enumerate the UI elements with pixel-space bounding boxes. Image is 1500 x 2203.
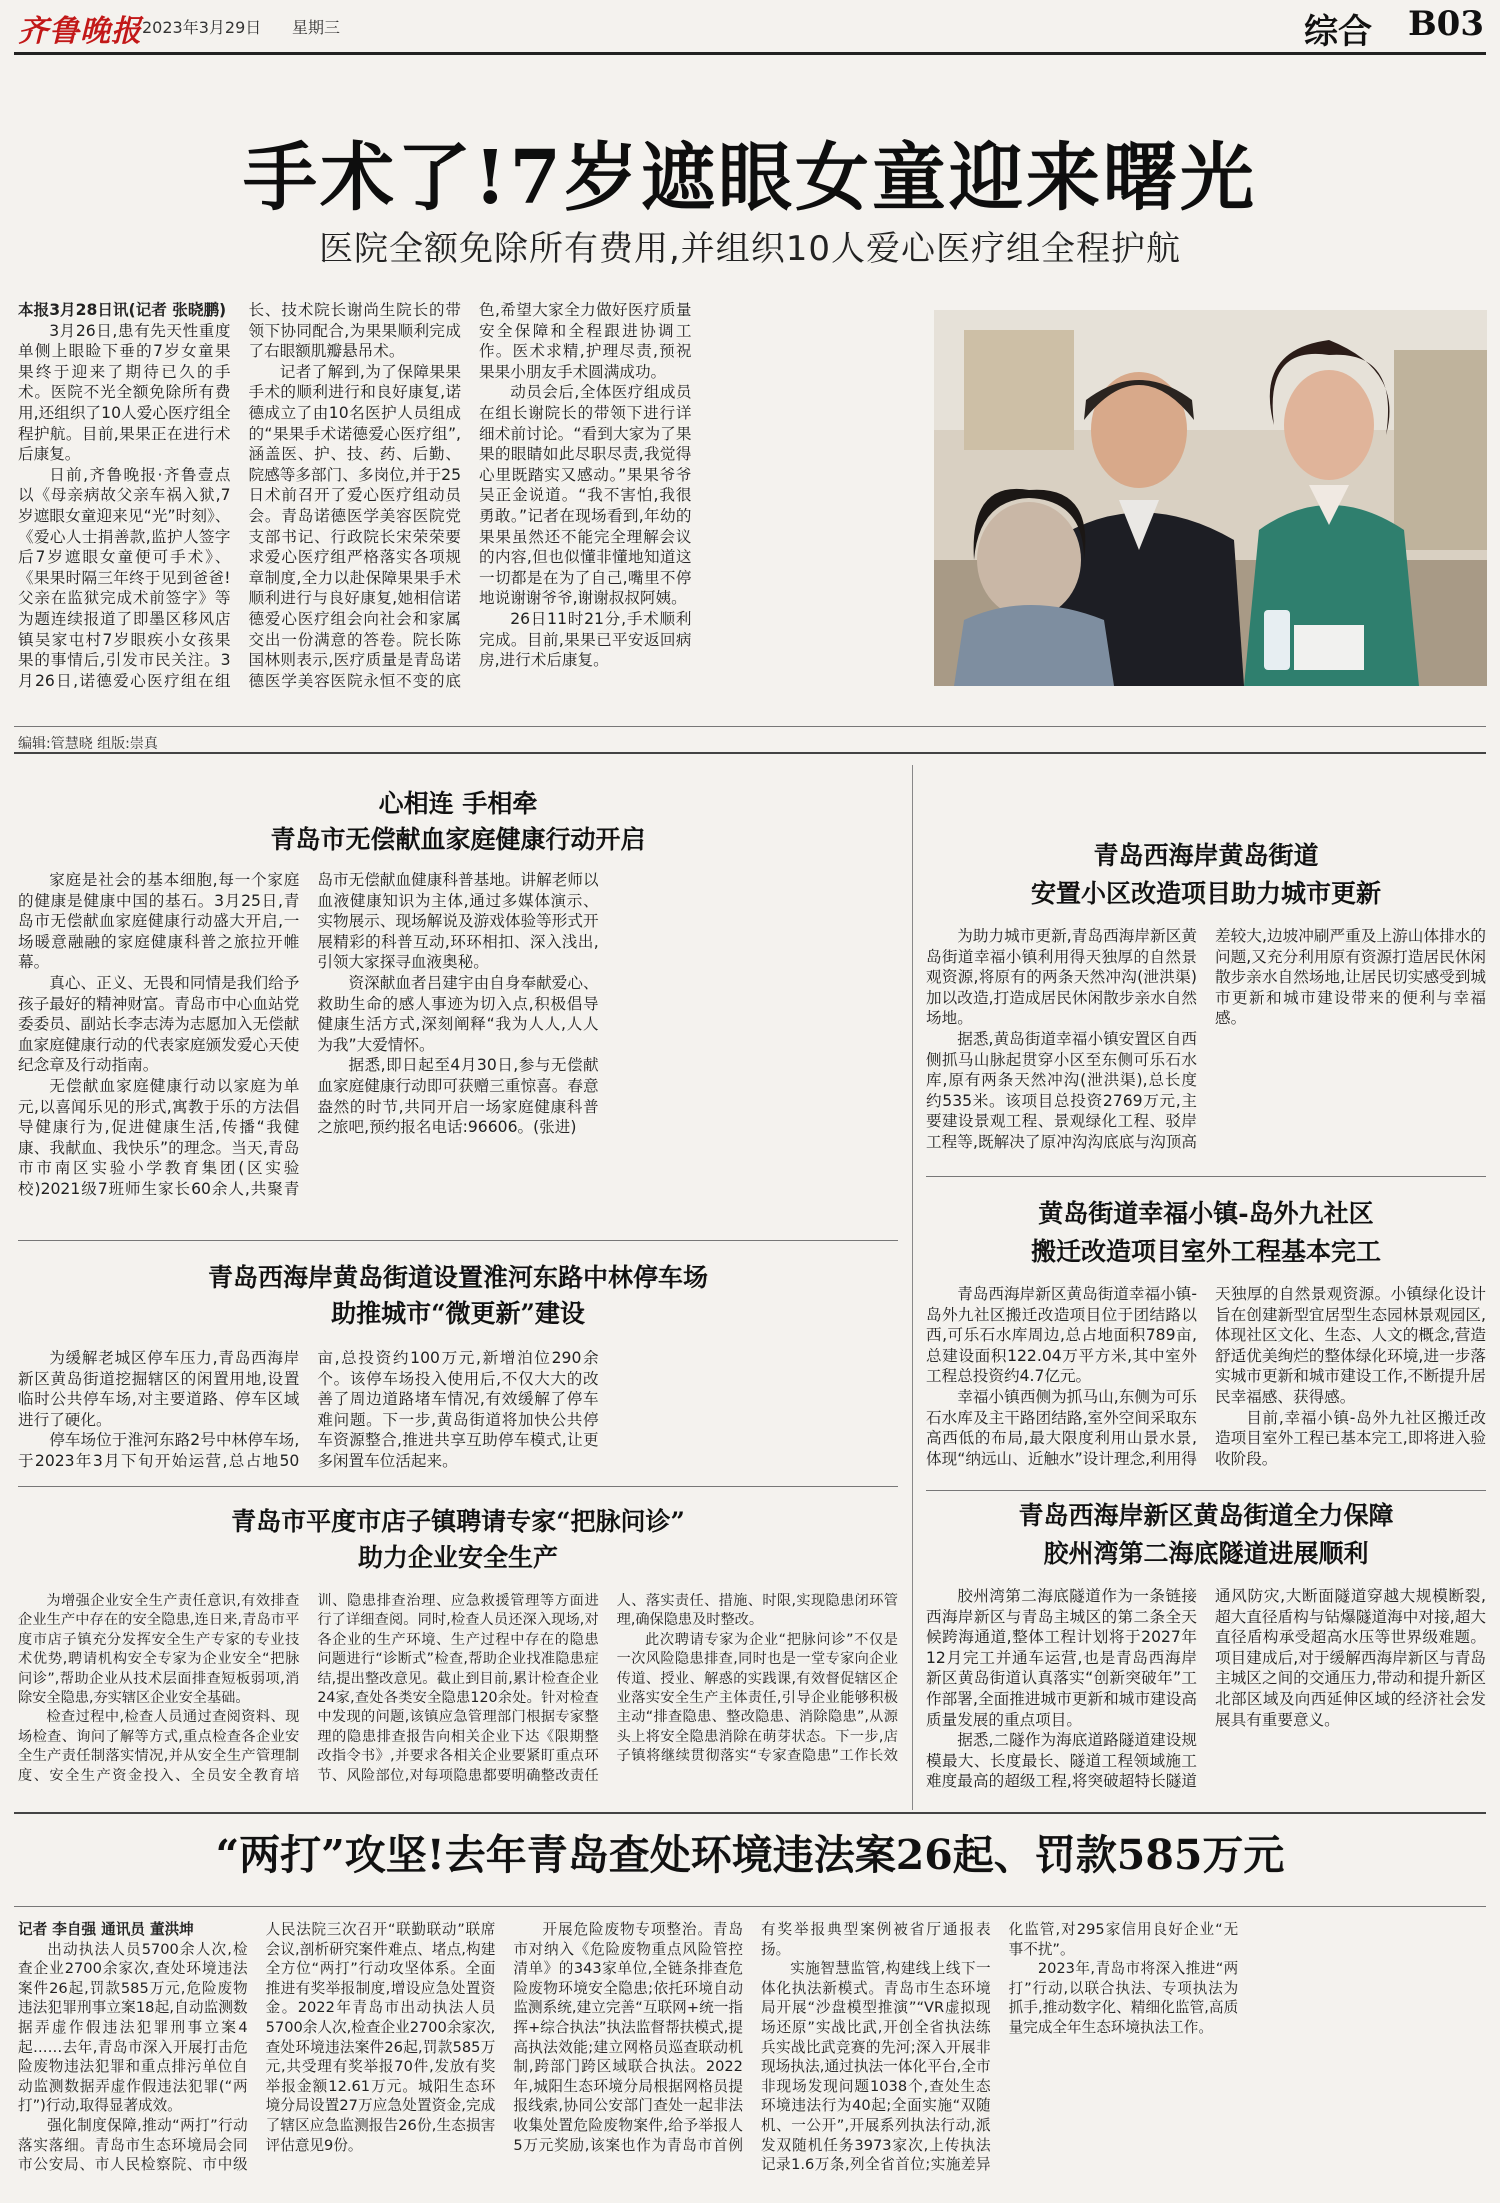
section-divider	[14, 726, 1486, 727]
safety-body	[18, 1592, 898, 1802]
lead-body	[18, 300, 922, 708]
lead-paragraph: 26日11时21分,手术顺利完成。目前,果果已平安返回病房,进行术后康复。	[479, 609, 692, 670]
issue-weekday: 星期三	[292, 18, 341, 37]
column-divider	[912, 765, 913, 1810]
env-body	[18, 1920, 1486, 2190]
article-paragraph: 真心、正义、无畏和同情是我们给予孩子最好的精神财富。青岛市中心血站党委委员、副站长李志涛为志愿加入无偿献血家庭健康行动的代表家庭颁发爱心天使纪念章及行动指南。	[18, 973, 300, 1075]
renewal-subtitle: 安置小区改造项目助力城市更新	[1030, 879, 1381, 908]
article-divider	[926, 1490, 1486, 1491]
lead-byline: 本报3月28日讯(记者 张晓鹏)	[18, 301, 227, 319]
parking-title: 青岛西海岸黄岛街道设置淮河东路中林停车场	[207, 1263, 708, 1292]
article-paragraph: 为增强企业安全生产责任意识,有效排查企业生产中存在的安全隐患,连日来,青岛市平度市店子镇充分发挥安全生产专家的专业技术优势,聘请机构安全专家为企业安全“把脉问诊”,帮助企业从技术层面排查短板弱项,消除安全隐患,夯实辖区企业安全基础。	[18, 1593, 300, 1707]
news-photo	[934, 310, 1487, 686]
article-divider	[18, 1486, 898, 1487]
article-paragraph: 据悉,黄岛街道幸福小镇安置区自西侧抓马山脉起贯穿小区至东侧可乐石水库,原有两条天然冲沟(泄洪渠),总长度约535米。该项目总投资2769万元,主要建设景观工程、景观绿化工程、驳岸工程等,既解决了原冲沟沟底底与沟顶高差较大,边坡冲刷严重及上游山体排水的问题,又充分利用原有资源打造居民休闲散步亲水自然场地,让居民切实感受到城市更新和城市建设带来的便利与幸福感。	[926, 927, 1486, 1151]
article-paragraph: 2023年,青岛市将深入推进“两打”行动,以联合执法、专项执法为抓手,推动数字化、精细化监管,高质量完成全年生态环境执法工作。	[1008, 1960, 1239, 2036]
lead-paragraph: 记者了解到,为了保障果果手术的顺利进行和良好康复,诺德成立了由10名医护人员组成的“果果手术诺德爱心医疗组”,涵盖医、护、技、药、后勤、院感等多部门、多岗位,并于25日术前召开了爱心医疗组动员会。青岛诺德医学美容医院党支部书记、行政院长宋荣荣要求爱心医疗组严格落实各项规章制度,全力以赴保障果果手术顺利进行与良好康复,她相信诺德爱心医疗组会向社会和家属交出一份满意的答卷。院长陈国林则表示,医疗质量是青岛诺德医学美容医院永恒不变的底色,希望大家全力做好医疗质量安全保障和全程跟进协调工作。医术求精,护理尽责,预祝果果小朋友手术圆满成功。	[248, 301, 692, 690]
tunnel-body	[926, 1586, 1486, 1806]
masthead-rule	[14, 52, 1486, 55]
article-paragraph: 强化制度保障,推动“两打”行动落实落细。青岛市生态环境局会同市公安局、市人民检察院、市中级人民法院三次召开“联勤联动”联席会议,剖析研究案件难点、堵点,构建全方位“两打”行动攻坚体系。全面推进有奖举报制度,增设应急处置资金。2022年青岛市出动执法人员5700余人次,检查企业2700余家次,查处环境违法案件26起,罚款585万元,共受理有奖举报70件,发放有奖举报金额12.61万元。城阳生态环境分局设置27万应急处置资金,完成了辖区应急监测报告26份,生态损害评估意见9份。	[18, 1921, 496, 2174]
newspaper-logo: 齐鲁晚报	[18, 14, 142, 49]
article-paragraph: 目前,幸福小镇-岛外九社区搬迁改造项目室外工程已基本完工,即将进入验收阶段。	[1215, 1408, 1486, 1468]
lead-paragraph: 日前,齐鲁晚报·齐鲁壹点以《母亲病故父亲车祸入狱,7岁遮眼女童迎来见“光”时刻》、《爱心人士捐善款,监护人签字后7岁遮眼女童便可手术》、《果果时隔三年终于见到爸爸!父亲在监狱完成术前签字》等为题连续报道了即墨区移风店镇吴家屯村7岁眼疾小女孩果果的事情后,引发市民关注。3月26日,诺德爱心医疗组在组长、技术院长谢尚生院长的带领下协同配合,为果果顺利完成了右眼额肌瓣悬吊术。	[18, 301, 461, 690]
issue-date: 2023年3月29日	[142, 18, 262, 37]
editor-credit: 编辑:管慧晓 组版:崇真	[18, 736, 158, 752]
blood-drive-subtitle: 青岛市无偿献血家庭健康行动开启	[270, 825, 646, 854]
article-paragraph: 幸福小镇西侧为抓马山,东侧为可乐石水库及主干路团结路,室外空间采取东高西低的布局,最大限度利用山景水景,体现“纳远山、近触水”设计理念,利用得天独厚的自然景观资源。小镇绿化设计旨在创建新型宜居型生态园林景观园区,体现社区文化、生态、人文的概念,营造舒适优美绚烂的整体绿化环境,进一步落实城市更新和城市建设工作,不断提升居民幸福感、获得感。	[926, 1285, 1486, 1468]
lead-paragraph: 3月26日,患有先天性重度单侧上眼睑下垂的7岁女童果果终于迎来了期待已久的手术。医院不光全额免除所有费用,还组织了10人爱心医疗组全程护航。目前,果果正在进行术后康复。	[18, 321, 231, 464]
blood-drive-body	[18, 870, 898, 1220]
article-paragraph: 开展危险废物专项整治。青岛市对纳入《危险废物重点风险管控清单》的343家单位,全链条排查危险废物环境安全隐患;依托环境自动监测系统,建立完善“互联网+统一指挥+综合执法”执法监督帮扶模式,提高执法效能;建立网格员巡查联动机制,跨部门跨区域联合执法。2022年,城阳生态环境分局根据网格员提报线索,协同公安部门查处一起非法收集处置危险废物案件,给予举报人5万元奖励,该案也作为青岛市首例有奖举报典型案例被省厅通报表扬。	[513, 1921, 991, 2154]
article-paragraph: 为缓解老城区停车压力,青岛西海岸新区黄岛街道挖掘辖区的闲置用地,设置临时公共停车场,对主要道路、停车区域进行了硬化。	[18, 1349, 300, 1429]
blood-drive-title: 心相连 手相牵	[378, 789, 538, 818]
article-paragraph: 无偿献血家庭健康行动以家庭为单元,以喜闻乐见的形式,寓教于乐的方法倡导健康行为,促进健康生活,传播“我健康、我献血、我快乐”的理念。当天,青岛市市南区实验小学教育集团(区实验校)2021级7班师生家长60余人,共聚青岛市无偿献血健康科普基地。讲解老师以血液健康知识为主体,通过多媒体演示、实物展示、现场解说及游戏体验等形式开展精彩的科普互动,环环相扣、深入浅出,引领大家探寻血液奥秘。	[18, 871, 599, 1198]
article-divider	[926, 1176, 1486, 1177]
article-divider	[18, 1240, 898, 1241]
renewal-body	[926, 926, 1486, 1166]
article-paragraph: 此次聘请专家为企业“把脉问诊”不仅是一次风险隐患排查,同时也是一堂专家向企业传道、授业、解惑的实践课,有效督促辖区企业落实安全生产主体责任,引导企业能够积极主动“排查隐患、整改隐患、消除隐患”,从源头上将安全隐患消除在萌芽状态。下一步,店子镇将继续贯彻落实“专家查隐患”工作长效	[616, 1631, 898, 1765]
article-paragraph: 检查过程中,检查人员通过查阅资料、现场检查、询问了解等方式,重点检查各企业安全生产责任制落实情况,并从安全生产管理制度、安全生产资金投入、全员安全教育培训、隐患排查治理、应急救援管理等方面进行了详细查阅。同时,检查人员还深入现场,对各企业的生产环境、生产过程中存在的隐患问题进行“诊断式”检查,帮助企业找准隐患症结,提出整改意见。截止到目前,累计检查企业24家,查处各类安全隐患120余处。针对检查中发现的问题,该镇应急管理部门根据专家整理的隐患排查报告向相关企业下达《限期整改指令书》,并要求各相关企业要紧盯重点环节、风险部位,对每项隐患都要明确整改责任人、落实责任、措施、时限,实现隐患闭环管理,确保隐患及时整改。	[18, 1593, 898, 1784]
article-paragraph: 实施智慧监管,构建线上线下一体化执法新模式。青岛市生态环境局开展“沙盘模型推演”“VR虚拟现场还原”实战比武,开创全省执法练兵实战比武竞赛的先河;深入开展非现场执法,通过执法一体化平台,全市非现场发现问题1038个,查处生态环境违法行为40起;全面实施“双随机、一公开”,开展系列执法行动,派发双随机任务3973家次,上传执法记录1.6万条,列全省首位;实施差异化监管,对295家信用良好企业“无事不扰”。	[760, 1921, 1239, 2174]
article-paragraph: 为助力城市更新,青岛西海岸新区黄岛街道幸福小镇利用得天独厚的自然景观资源,将原有的两条天然冲沟(泄洪渠)加以改造,打造成居民休闲散步亲水自然场地。	[926, 927, 1197, 1028]
article-paragraph: 青岛西海岸新区黄岛街道幸福小镇-岛外九社区搬迁改造项目位于团结路以西,可乐石水库周边,总占地面积789亩,总建设面积122.04万平方米,其中室外工程总投资约4.7亿元。	[926, 1285, 1197, 1386]
parking-subtitle: 助推城市“微更新”建设	[331, 1299, 585, 1328]
article-paragraph: 家庭是社会的基本细胞,每一个家庭的健康是健康中国的基石。3月25日,青岛市无偿献血家庭健康行动盛大开启,一场暖意融融的家庭健康科普之旅拉开帷幕。	[18, 871, 300, 972]
env-byline: 记者 李自强 通讯员 董洪坤	[18, 1921, 194, 1938]
lead-subheadline: 医院全额免除所有费用,并组织10人爱心医疗组全程护航	[318, 229, 1182, 269]
section-name: 综合	[1304, 12, 1372, 52]
article-paragraph: 停车场位于淮河东路2号中林停车场,于2023年3月下旬开始运营,总占地50亩,总投资约100万元,新增泊位290余个。该停车场投入使用后,不仅大大的改善了周边道路堵车情况,有效缓解了停车难问题。下一步,黄岛街道将加快公共停车资源整合,推进共享互助停车模式,让更多闲置车位活起来。	[18, 1349, 599, 1470]
island-body	[926, 1284, 1486, 1484]
section-divider	[14, 752, 1486, 754]
safety-title: 青岛市平度市店子镇聘请专家“把脉问诊”	[231, 1507, 685, 1536]
tunnel-subtitle: 胶州湾第二海底隧道进展顺利	[1043, 1539, 1369, 1568]
article-paragraph: 据悉,即日起至4月30日,参与无偿献血家庭健康行动即可获赠三重惊喜。春意盎然的时节,共同开启一场家庭健康科普之旅吧,预约报名电话:96606。(张进)	[317, 1056, 599, 1137]
safety-subtitle: 助力企业安全生产	[357, 1543, 558, 1572]
lead-headline: 手术了!7岁遮眼女童迎来曙光	[243, 135, 1257, 221]
lead-paragraph: 动员会后,全体医疗组成员在组长谢院长的带领下进行详细术前讨论。“看到大家为了果果的眼睛如此尽职尽责,我觉得心里既踏实又感动。”果果爷爷吴正金说道。“我不害怕,我很勇敢。”记者在现场看到,年幼的果果虽然还不能完全理解会议的内容,但也似懂非懂地知道这一切都是在为了自己,嘴里不停地说谢谢爷爷,谢谢叔叔阿姨。	[479, 383, 692, 608]
section-divider	[14, 1906, 1486, 1907]
article-paragraph: 出动执法人员5700余人次,检查企业2700余家次,查处环境违法案件26起,罚款585万元,危险废物违法犯罪刑事立案18起,自动监测数据弄虚作假违法犯罪刑事立案4起……去年,青岛市深入开展打击危险废物违法犯罪和重点排污单位自动监测数据弄虚作假违法犯罪(“两打”)行动,取得显著成效。	[18, 1940, 248, 2115]
tunnel-title: 青岛西海岸新区黄岛街道全力保障	[1018, 1501, 1394, 1530]
island-title: 黄岛街道幸福小镇-岛外九社区	[1038, 1199, 1374, 1228]
section-divider	[14, 1812, 1486, 1814]
island-subtitle: 搬迁改造项目室外工程基本完工	[1030, 1237, 1381, 1266]
photo-illustration	[934, 310, 1487, 686]
article-paragraph: 据悉,二隧作为海底道路隧道建设规模最大、长度最长、隧道工程领域施工难度最高的超级工程,将突破超特长隧道通风防灾,大断面隧道穿越大规模断裂,超大直径盾构与钻爆隧道海中对接,超大直径盾构承受超高水压等世界级难题。项目建成后,对于缓解西海岸新区与青岛主城区之间的交通压力,带动和提升新区北部区域及向西延伸区域的经济社会发展具有重要意义。	[926, 1587, 1486, 1791]
article-paragraph: 资深献血者吕建宇由自身奉献爱心、救助生命的感人事迹为切入点,积极倡导健康生活方式,深刻阐释“我为人人,人人为我”大爱情怀。	[317, 973, 599, 1054]
page-number: B03	[1407, 4, 1484, 44]
article-paragraph: 胶州湾第二海底隧道作为一条链接西海岸新区与青岛主城区的第二条全天候跨海通道,整体工程计划将于2027年12月完工并通车运营,也是青岛西海岸新区黄岛街道认真落实“创新突破年”工作部署,全面推进城市更新和城市建设高质量发展的重点项目。	[926, 1587, 1197, 1729]
renewal-title: 青岛西海岸黄岛街道	[1093, 841, 1319, 870]
env-headline: “两打”攻坚!去年青岛查处环境违法案26起、罚款585万元	[215, 1831, 1285, 1879]
parking-body	[18, 1348, 898, 1472]
